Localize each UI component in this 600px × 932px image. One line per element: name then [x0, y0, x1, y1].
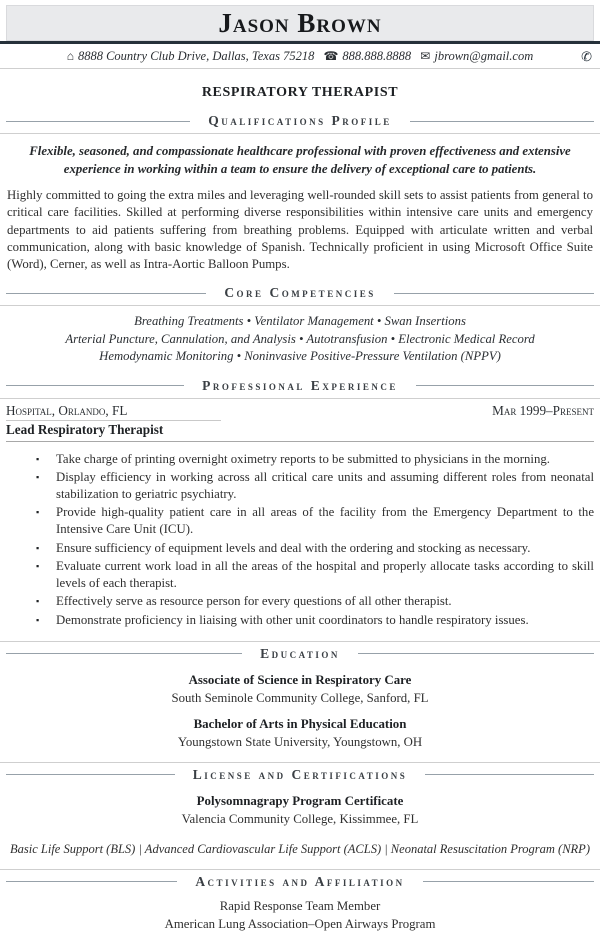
competency-line: Arterial Puncture, Cannulation, and Analysis • Autotransfusion • Electronic Medical Record — [65, 331, 535, 346]
email-segment — [420, 49, 533, 63]
bullet-icon: ▪ — [36, 596, 40, 607]
section-title: Core Competencies — [224, 285, 376, 301]
school-name: South Seminole Community College, Sanford, FL — [171, 690, 429, 705]
job-role: Lead Respiratory Therapist — [6, 421, 594, 442]
activities-list — [6, 899, 594, 932]
bullet-icon: ▪ — [36, 561, 40, 572]
address-text: 8888 Country Club Drive, Dallas, Texas 75218 — [77, 49, 315, 63]
certificate-title: Polysomnagrapy Program Certificate — [196, 793, 404, 808]
competency-list — [6, 313, 594, 366]
bullet-text: Effectively serve as resource person for every questions of all other therapist. — [56, 594, 452, 609]
bullet-item — [6, 504, 594, 538]
name-banner — [6, 5, 594, 41]
section-header-professional-experience — [6, 378, 594, 394]
header-line — [416, 385, 594, 386]
header-line — [410, 121, 594, 122]
section-divider — [0, 133, 600, 134]
section-divider — [0, 869, 600, 870]
profile-summary: Flexible, seasoned, and compassionate healthcare professional with proven effectiveness and extensive experience in working within a team to ensure the delivery of exceptional care to patients. — [29, 144, 571, 176]
employment-dates: Mar 1999–Present — [492, 402, 594, 418]
section-title: Professional Experience — [202, 377, 398, 393]
section-divider — [0, 398, 600, 399]
experience-bullet-list — [6, 451, 594, 629]
section-header-activities-affiliation — [6, 874, 594, 890]
phone-handset-icon: ✆ — [581, 49, 592, 64]
activity-line: American Lung Association–Open Airways Program — [164, 916, 436, 931]
home-icon: ⌂ — [66, 49, 74, 63]
degree-title: Associate of Science in Respiratory Care — [188, 672, 412, 687]
bullet-text: Evaluate current work load in all the areas of the hospital and properly allocate tasks according to skill levels of each therapist. — [56, 559, 594, 591]
bullet-item — [6, 469, 594, 503]
job-title: RESPIRATORY THERAPIST — [201, 85, 399, 100]
section-title: Qualifications Profile — [208, 113, 392, 128]
education-entry — [6, 673, 594, 706]
bullet-item — [6, 558, 594, 592]
bullet-icon: ▪ — [36, 472, 40, 483]
header-line — [425, 774, 594, 775]
header-line — [6, 293, 206, 294]
certification-entry — [6, 794, 594, 827]
header-line — [6, 774, 175, 775]
employer-name: Hospital, Orlando, FL — [6, 403, 221, 421]
bullet-text: Take charge of printing overnight oximetry reports to be submitted to physicians in the morning. — [56, 451, 550, 466]
address-segment — [67, 49, 318, 63]
envelope-icon: ✉ — [420, 49, 431, 63]
education-entry — [6, 717, 594, 750]
header-line — [6, 653, 242, 654]
bullet-item — [6, 451, 594, 468]
header-line — [6, 385, 184, 386]
bullet-text: Ensure sufficiency of equipment levels and deal with the ordering and stocking as necessary. — [56, 540, 531, 555]
section-header-license-certifications — [6, 767, 594, 783]
header-line — [358, 653, 594, 654]
competency-line: Breathing Treatments • Ventilator Management • Swan Insertions — [134, 314, 466, 329]
email-text: jbrown@gmail.com — [434, 49, 534, 63]
bullet-icon: ▪ — [36, 507, 40, 518]
bullet-text: Provide high-quality patient care in all areas of the facility from the Emergency Department to the Intensive Care Unit (ICU). — [56, 505, 594, 537]
bullet-item — [6, 593, 594, 610]
competency-line: Hemodynamic Monitoring • Noninvasive Positive-Pressure Ventilation (NPPV) — [99, 349, 501, 364]
school-name: Valencia Community College, Kissimmee, FL — [181, 811, 419, 826]
section-header-core-competencies — [6, 285, 594, 301]
bullet-text: Demonstrate proficiency in liaising with other unit coordinators to handle respiratory issues. — [56, 612, 529, 627]
bullet-text: Display efficiency in working across all critical care units and assuming different roles from neonatal stabilization to geriatric psychiatry. — [56, 470, 594, 501]
section-divider — [0, 762, 600, 763]
section-divider — [0, 305, 600, 306]
profile-body: Highly committed to going the extra miles and leveraging well-rounded skill sets to assist patients from general to critical care facilities. Skilled at performing diverse responsibilities within intensive care units and emergency departments to aid patients suffering from breathing problems. Equipped with articulate written and verbal communication, along with basic knowledge of Spanish. Technically proficient in using Microsoft Office Suite (Word), Cerner, as well as Intra-Aortic Balloon Pumps. — [7, 188, 593, 271]
contact-bar — [6, 44, 594, 68]
section-header-qualifications-profile — [6, 113, 594, 129]
section-title: Activities and Affiliation — [195, 873, 405, 889]
section-divider — [0, 641, 600, 642]
bullet-icon: ▪ — [36, 614, 40, 625]
experience-heading — [6, 403, 594, 421]
bullet-item — [6, 612, 594, 629]
activity-line: Rapid Response Team Member — [219, 898, 381, 913]
bullet-icon: ▪ — [36, 542, 40, 553]
school-name: Youngstown State University, Youngstown, OH — [177, 734, 423, 749]
header-line — [394, 293, 594, 294]
phone-text: 888.888.8888 — [342, 49, 412, 63]
header-line — [423, 881, 594, 882]
section-title: License and Certifications — [192, 766, 408, 782]
bullet-item — [6, 540, 594, 557]
degree-title: Bachelor of Arts in Physical Education — [193, 716, 407, 731]
telephone-icon: ☎ — [323, 49, 339, 63]
certifications-line: Basic Life Support (BLS) | Advanced Cardiovascular Life Support (ACLS) | Neonatal Resuscitation Program (NRP) — [10, 841, 590, 856]
header-line — [6, 121, 190, 122]
contact-divider — [0, 68, 600, 69]
bullet-icon: ▪ — [36, 453, 40, 464]
phone-segment — [323, 49, 414, 63]
candidate-name: Jason Brown — [218, 8, 382, 38]
section-title: Education — [260, 645, 340, 661]
section-header-education — [6, 646, 594, 662]
header-line — [6, 881, 177, 882]
